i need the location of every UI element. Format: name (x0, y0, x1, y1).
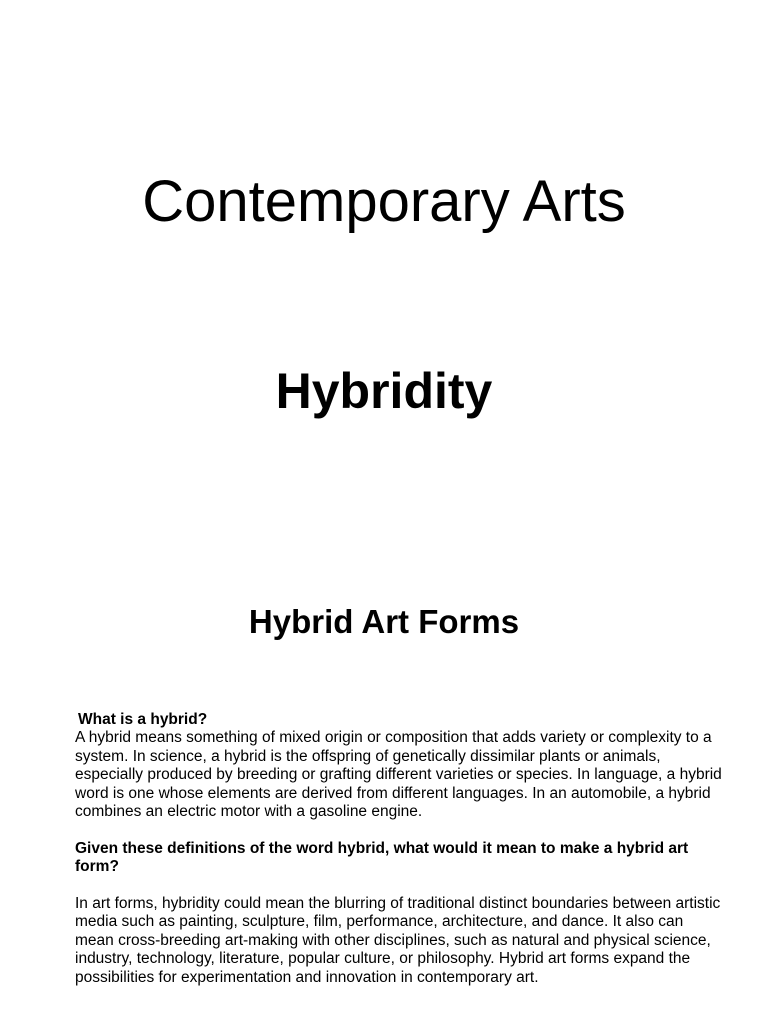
body-text-block (75, 711, 725, 987)
hybrid-answer-paragraph: In art forms, hybridity could mean the blurring of traditional distinct boundaries between artistic media such as painting, sculpture, film, performance, architecture, and dance. It also can mean cross-breeding art-making with other disciplines, such as natural and physical science, industry, technology, literature, popular culture, or philosophy. Hybrid art forms expand the possibilities for experimentation and innovation in contemporary art. (75, 895, 721, 986)
section-heading: Hybrid Art Forms (248, 603, 520, 640)
hybrid-question: Given these definitions of the word hybrid, what would it mean to make a hybrid art form? (75, 839, 689, 876)
page-subtitle: Hybridity (275, 363, 493, 419)
hybrid-definition-paragraph: A hybrid means something of mixed origin or composition that adds variety or complexity to a system. In science, a hybrid is the offspring of genetically dissimilar plants or animals, especially produced by breeding or grafting different varieties or species. In language, a hybrid word is one whose elements are derived from different languages. In an automobile, a hybrid combines an electric motor with a gasoline engine. (75, 729, 722, 821)
page-title: Contemporary Arts (142, 169, 626, 234)
what-is-hybrid-label: What is a hybrid? (78, 711, 208, 728)
